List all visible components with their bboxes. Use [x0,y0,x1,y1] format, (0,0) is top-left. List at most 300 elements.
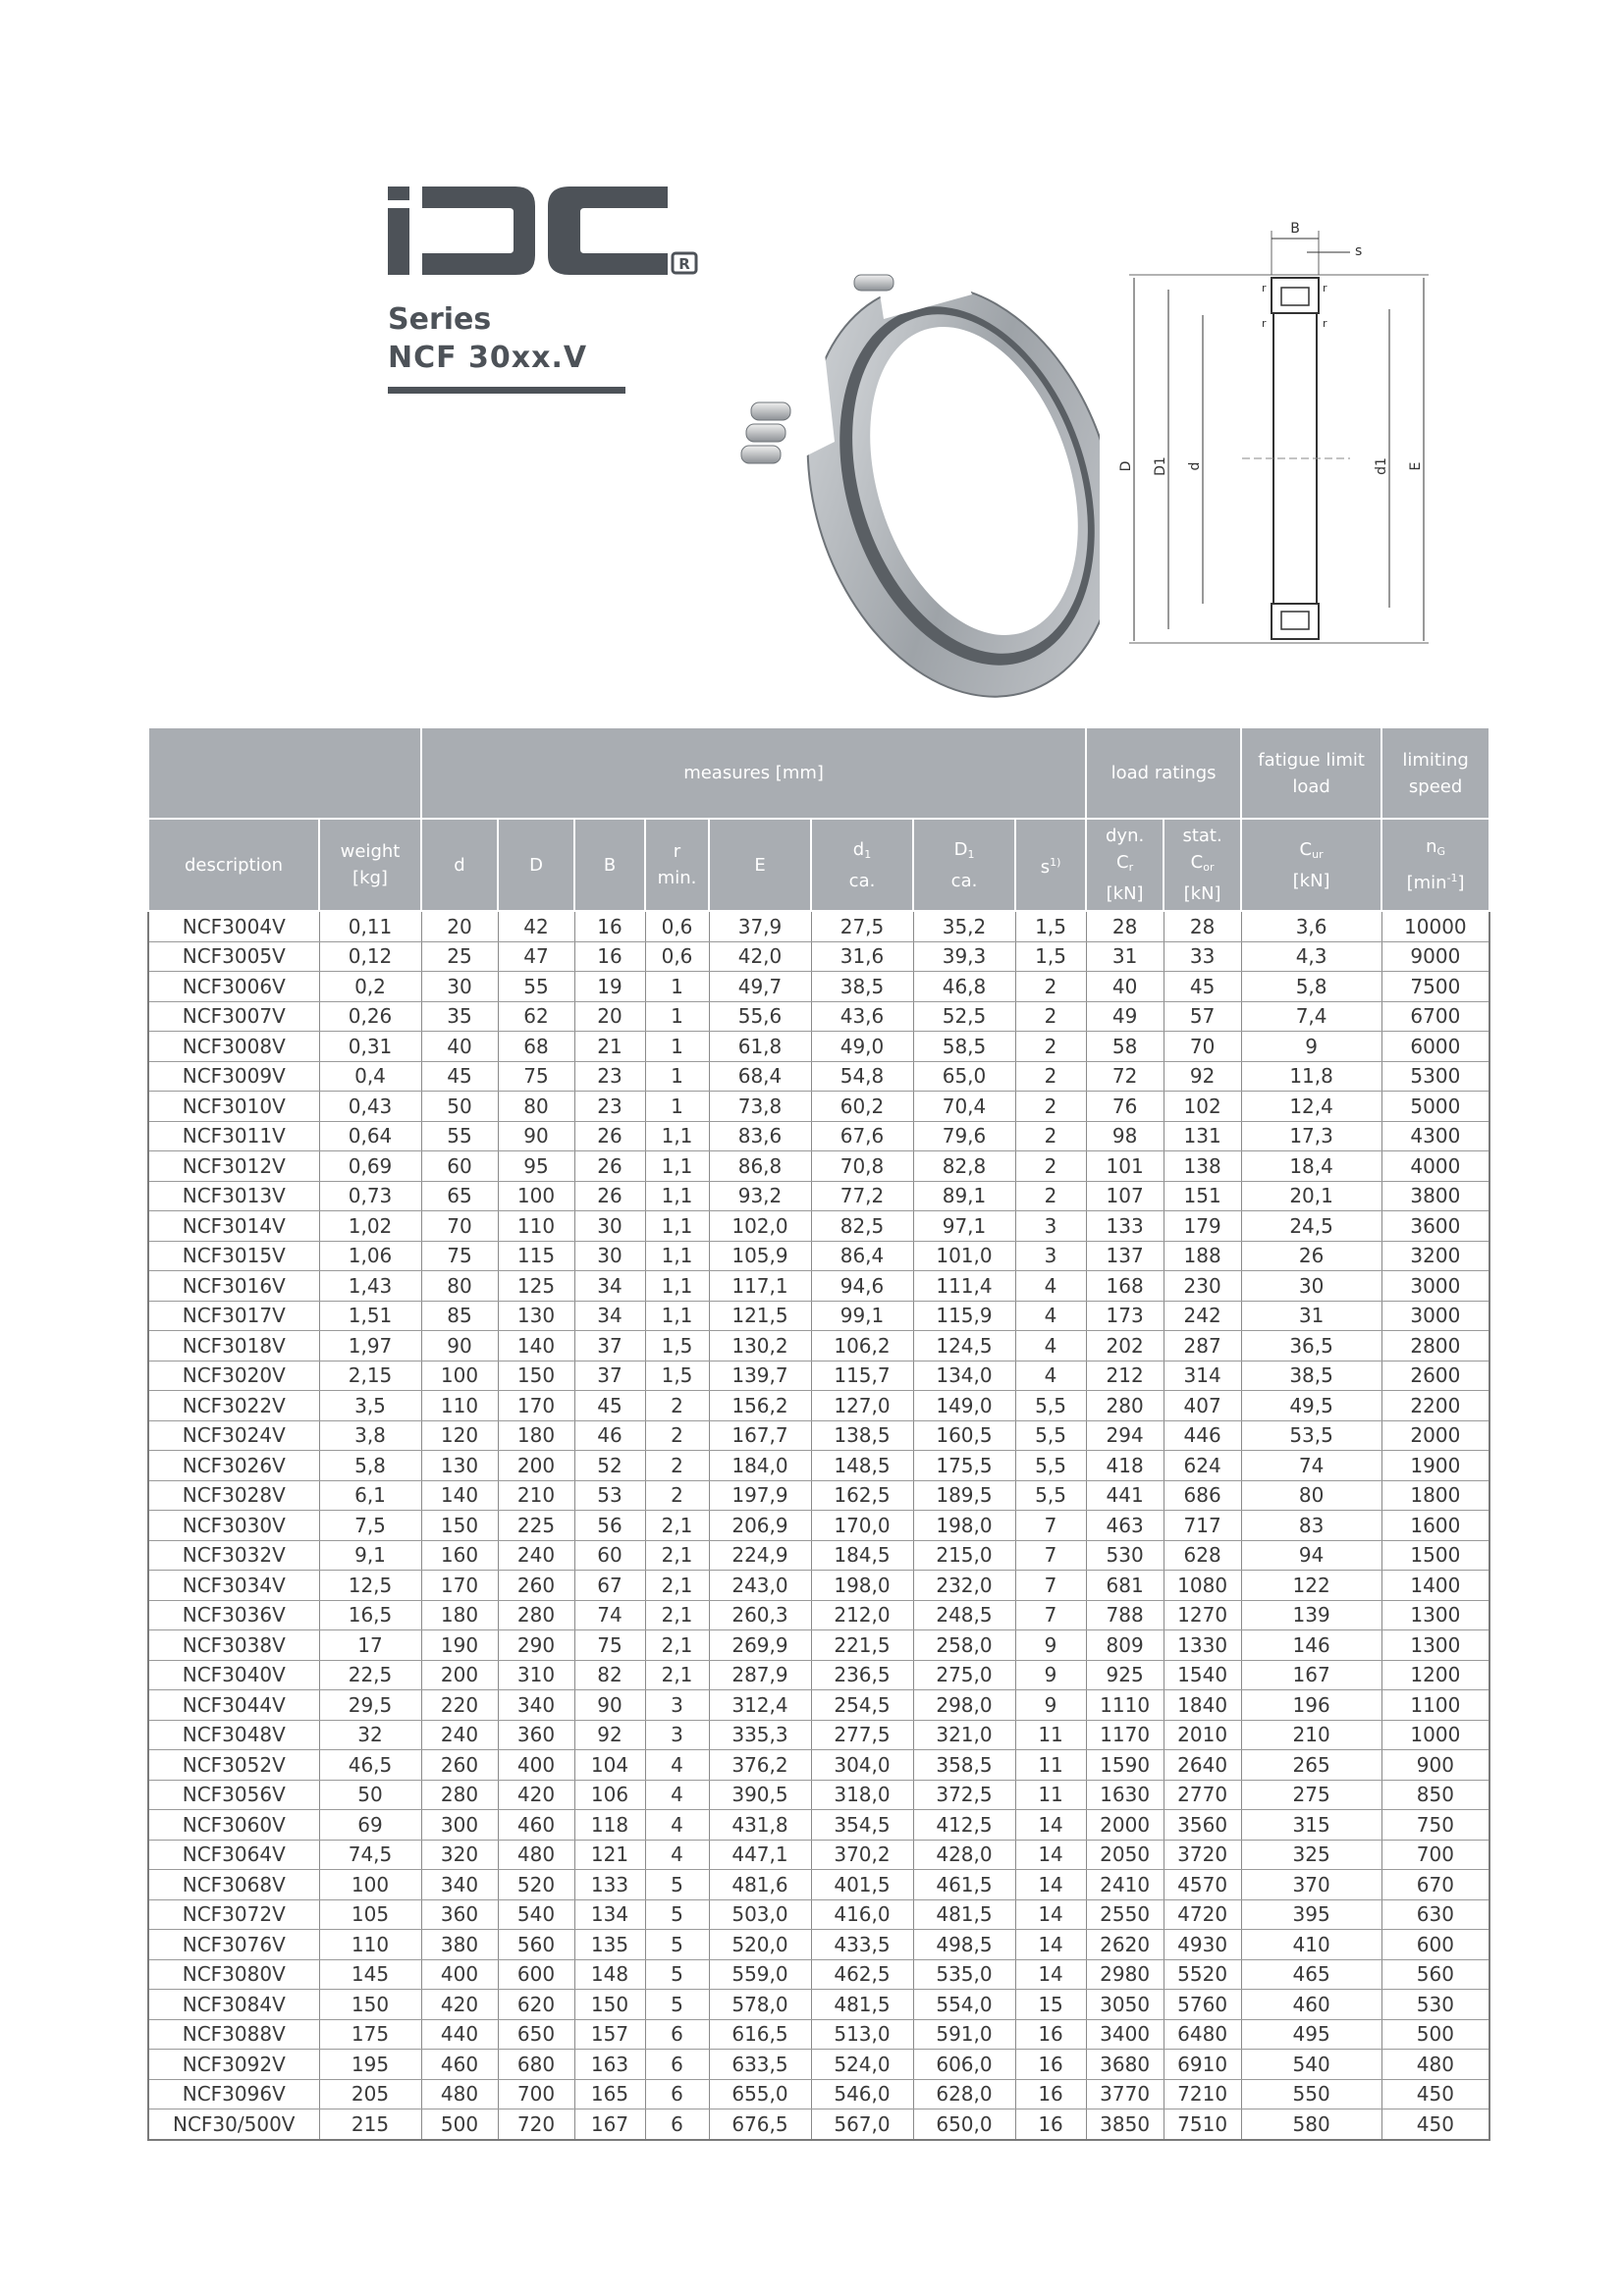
cell-stat-cor: 5760 [1164,1990,1241,2020]
idc-logo-graphic [388,187,702,294]
cell-B: 53 [574,1480,645,1511]
cell-D1: 46,8 [913,972,1015,1002]
header-limiting-line1: limiting [1402,749,1469,771]
cell-limiting-speed: 6000 [1381,1032,1489,1062]
col-dyn-sub: r [1128,861,1134,874]
cell-E: 93,2 [709,1181,811,1211]
cell-stat-cor: 230 [1164,1271,1241,1302]
cell-d: 140 [421,1480,498,1511]
cell-weight: 32 [319,1720,421,1750]
cell-fatigue-cur: 20,1 [1241,1181,1381,1211]
cell-E: 130,2 [709,1331,811,1362]
cell-D1: 535,0 [913,1959,1015,1990]
cell-s: 16 [1015,2109,1086,2140]
col-stat-sub: or [1203,861,1215,874]
cell-weight: 105 [319,1899,421,1930]
cell-D1: 650,0 [913,2109,1015,2140]
cell-d: 260 [421,1750,498,1781]
cell-s: 7 [1015,1571,1086,1601]
cell-D1: 79,6 [913,1121,1015,1151]
cell-D1: 591,0 [913,2019,1015,2050]
header-limiting-line2: speed [1408,775,1463,797]
cell-fatigue-cur: 38,5 [1241,1361,1381,1391]
cell-s: 1,5 [1015,941,1086,972]
cell-s: 3 [1015,1211,1086,1242]
cell-description: NCF3030V [148,1511,319,1541]
cell-stat-cor: 2640 [1164,1750,1241,1781]
cell-s: 15 [1015,1990,1086,2020]
col-d1-main: d [852,838,865,860]
col-D1 [913,819,1015,911]
col-ng-unit-post: ] [1457,873,1465,893]
table-row [148,1660,1489,1690]
cell-d: 40 [421,1032,498,1062]
cell-s: 16 [1015,2019,1086,2050]
col-d1-ca: ca. [848,870,876,891]
cell-d: 50 [421,1092,498,1122]
cell-D: 150 [498,1361,574,1391]
cell-B: 45 [574,1391,645,1421]
cell-description: NCF3010V [148,1092,319,1122]
cell-dyn-cr: 788 [1086,1600,1164,1630]
cell-description: NCF3036V [148,1600,319,1630]
cell-B: 30 [574,1211,645,1242]
cell-description: NCF3015V [148,1241,319,1271]
cell-D: 170 [498,1391,574,1421]
cell-E: 83,6 [709,1121,811,1151]
cell-r-min: 2,1 [645,1660,709,1690]
table-row [148,1121,1489,1151]
cell-fatigue-cur: 196 [1241,1690,1381,1721]
cell-E: 102,0 [709,1211,811,1242]
cell-weight: 0,12 [319,941,421,972]
cell-E: 269,9 [709,1630,811,1661]
cell-limiting-speed: 1200 [1381,1660,1489,1690]
cell-description: NCF3018V [148,1331,319,1362]
cell-dyn-cr: 3850 [1086,2109,1164,2140]
cell-limiting-speed: 2600 [1381,1361,1489,1391]
cell-limiting-speed: 530 [1381,1990,1489,2020]
cell-r-min: 1,1 [645,1241,709,1271]
cell-limiting-speed: 4000 [1381,1151,1489,1182]
cell-description: NCF3068V [148,1870,319,1900]
cell-stat-cor: 7210 [1164,2079,1241,2109]
cell-limiting-speed: 850 [1381,1780,1489,1810]
cell-s: 16 [1015,2079,1086,2109]
col-ng-unit-sup: -1 [1446,872,1458,884]
cell-r-min: 1 [645,972,709,1002]
cell-description: NCF3048V [148,1720,319,1750]
cell-B: 135 [574,1930,645,1960]
cell-fatigue-cur: 7,4 [1241,1001,1381,1032]
cell-limiting-speed: 1100 [1381,1690,1489,1721]
series-label: Series [388,302,492,337]
cell-dyn-cr: 418 [1086,1451,1164,1481]
cell-E: 224,9 [709,1540,811,1571]
table-row [148,1181,1489,1211]
cell-weight: 69 [319,1810,421,1841]
cell-E: 243,0 [709,1571,811,1601]
cell-D: 55 [498,972,574,1002]
cell-limiting-speed: 700 [1381,1840,1489,1870]
cell-D: 700 [498,2079,574,2109]
col-D1-main: D [953,838,968,860]
cell-fatigue-cur: 12,4 [1241,1092,1381,1122]
cell-weight: 0,2 [319,972,421,1002]
cell-weight: 0,4 [319,1061,421,1092]
cell-weight: 46,5 [319,1750,421,1781]
cell-D: 80 [498,1092,574,1122]
drawing-label-D: D [1118,460,1134,472]
cell-fatigue-cur: 94 [1241,1540,1381,1571]
cell-d1: 49,0 [811,1032,913,1062]
cell-D: 360 [498,1720,574,1750]
cell-r-min: 1,1 [645,1121,709,1151]
cell-weight: 215 [319,2109,421,2140]
cell-D1: 372,5 [913,1780,1015,1810]
col-ng-unit-pre: [min [1406,873,1447,893]
cell-weight: 0,11 [319,911,421,941]
cell-E: 676,5 [709,2109,811,2140]
col-stat [1164,819,1241,911]
cell-d: 120 [421,1420,498,1451]
cell-E: 655,0 [709,2079,811,2109]
cell-D1: 52,5 [913,1001,1015,1032]
cell-d1: 82,5 [811,1211,913,1242]
cell-weight: 1,51 [319,1301,421,1331]
table-row [148,2050,1489,2080]
cell-d1: 354,5 [811,1810,913,1841]
cell-r-min: 3 [645,1690,709,1721]
cell-B: 104 [574,1750,645,1781]
cell-d: 180 [421,1600,498,1630]
col-dyn [1086,819,1164,911]
cell-d: 280 [421,1780,498,1810]
cell-s: 9 [1015,1630,1086,1661]
cell-d1: 277,5 [811,1720,913,1750]
cell-r-min: 1,5 [645,1331,709,1362]
cell-d1: 184,5 [811,1540,913,1571]
cell-E: 578,0 [709,1990,811,2020]
cell-description: NCF3007V [148,1001,319,1032]
cell-s: 7 [1015,1511,1086,1541]
cell-D1: 124,5 [913,1331,1015,1362]
cell-B: 148 [574,1959,645,1990]
cell-stat-cor: 686 [1164,1480,1241,1511]
cell-s: 2 [1015,1032,1086,1062]
cell-B: 118 [574,1810,645,1841]
cell-description: NCF3016V [148,1271,319,1302]
cell-description: NCF3008V [148,1032,319,1062]
cell-stat-cor: 131 [1164,1121,1241,1151]
cell-stat-cor: 6910 [1164,2050,1241,2080]
header-blank [148,727,421,819]
cell-D: 460 [498,1810,574,1841]
cell-D1: 232,0 [913,1571,1015,1601]
cell-d1: 546,0 [811,2079,913,2109]
cell-B: 134 [574,1899,645,1930]
col-stat-symbol: C [1190,852,1204,873]
cell-limiting-speed: 1400 [1381,1571,1489,1601]
cell-stat-cor: 4720 [1164,1899,1241,1930]
cell-description: NCF3013V [148,1181,319,1211]
cell-d: 20 [421,911,498,941]
cell-d: 360 [421,1899,498,1930]
cell-description: NCF3064V [148,1840,319,1870]
cell-d1: 524,0 [811,2050,913,2080]
cell-stat-cor: 57 [1164,1001,1241,1032]
cell-dyn-cr: 31 [1086,941,1164,972]
cell-E: 260,3 [709,1600,811,1630]
cell-stat-cor: 138 [1164,1151,1241,1182]
cell-E: 503,0 [709,1899,811,1930]
cell-description: NCF3080V [148,1959,319,1990]
cell-dyn-cr: 72 [1086,1061,1164,1092]
cell-description: NCF3038V [148,1630,319,1661]
cell-s: 4 [1015,1361,1086,1391]
cell-d1: 370,2 [811,1840,913,1870]
cell-weight: 0,31 [319,1032,421,1062]
cell-D: 68 [498,1032,574,1062]
cell-weight: 2,15 [319,1361,421,1391]
cell-stat-cor: 188 [1164,1241,1241,1271]
drawing-label-r: r [1262,282,1267,294]
cell-s: 1,5 [1015,911,1086,941]
cell-description: NCF3020V [148,1361,319,1391]
cell-fatigue-cur: 495 [1241,2019,1381,2050]
cell-description: NCF3009V [148,1061,319,1092]
cell-stat-cor: 2010 [1164,1720,1241,1750]
drawing-label-d1: d1 [1374,457,1389,475]
cell-r-min: 1,5 [645,1361,709,1391]
cell-limiting-speed: 1500 [1381,1540,1489,1571]
cell-D1: 89,1 [913,1181,1015,1211]
cell-B: 34 [574,1271,645,1302]
col-r-label: r [673,841,681,862]
cell-s: 11 [1015,1780,1086,1810]
cell-d1: 77,2 [811,1181,913,1211]
cell-D: 200 [498,1451,574,1481]
cell-fatigue-cur: 53,5 [1241,1420,1381,1451]
cell-D: 90 [498,1121,574,1151]
cell-dyn-cr: 441 [1086,1480,1164,1511]
cell-r-min: 2 [645,1451,709,1481]
cell-B: 121 [574,1840,645,1870]
cell-fatigue-cur: 31 [1241,1301,1381,1331]
drawing-label-r-2: r [1323,282,1327,294]
cell-description: NCF3096V [148,2079,319,2109]
cell-E: 616,5 [709,2019,811,2050]
cell-limiting-speed: 9000 [1381,941,1489,972]
cell-d1: 99,1 [811,1301,913,1331]
cell-weight: 7,5 [319,1511,421,1541]
cell-D1: 428,0 [913,1840,1015,1870]
cell-stat-cor: 1540 [1164,1660,1241,1690]
cell-fatigue-cur: 9 [1241,1032,1381,1062]
table-row [148,2019,1489,2050]
cell-d: 400 [421,1959,498,1990]
cell-fatigue-cur: 18,4 [1241,1151,1381,1182]
cell-E: 68,4 [709,1061,811,1092]
cell-dyn-cr: 133 [1086,1211,1164,1242]
cell-limiting-speed: 560 [1381,1959,1489,1990]
cell-dyn-cr: 463 [1086,1511,1164,1541]
cell-E: 197,9 [709,1480,811,1511]
cell-weight: 0,69 [319,1151,421,1182]
cell-d: 190 [421,1630,498,1661]
cell-dyn-cr: 173 [1086,1301,1164,1331]
cell-fatigue-cur: 80 [1241,1480,1381,1511]
cell-description: NCF3024V [148,1420,319,1451]
table-row [148,1331,1489,1362]
cell-s: 2 [1015,1151,1086,1182]
cell-d: 65 [421,1181,498,1211]
cell-stat-cor: 407 [1164,1391,1241,1421]
cell-r-min: 1 [645,1061,709,1092]
cell-fatigue-cur: 36,5 [1241,1331,1381,1362]
cell-D1: 606,0 [913,2050,1015,2080]
table-row [148,1511,1489,1541]
cell-fatigue-cur: 275 [1241,1780,1381,1810]
cell-limiting-speed: 480 [1381,2050,1489,2080]
cell-r-min: 1,1 [645,1211,709,1242]
table-column-header-row [148,819,1489,911]
cell-limiting-speed: 2000 [1381,1420,1489,1451]
cell-D: 95 [498,1151,574,1182]
cell-D1: 215,0 [913,1540,1015,1571]
cell-D1: 412,5 [913,1810,1015,1841]
cell-limiting-speed: 500 [1381,2019,1489,2050]
cell-r-min: 2,1 [645,1511,709,1541]
header-load-ratings: load ratings [1086,727,1241,819]
cell-weight: 1,43 [319,1271,421,1302]
cell-B: 82 [574,1660,645,1690]
cell-s: 14 [1015,1959,1086,1990]
cell-d1: 416,0 [811,1899,913,1930]
cell-D: 280 [498,1600,574,1630]
cell-D1: 628,0 [913,2079,1015,2109]
cell-D1: 149,0 [913,1391,1015,1421]
cell-E: 61,8 [709,1032,811,1062]
cell-limiting-speed: 900 [1381,1750,1489,1781]
cell-d1: 462,5 [811,1959,913,1990]
cell-stat-cor: 2770 [1164,1780,1241,1810]
cell-r-min: 1 [645,1001,709,1032]
cell-dyn-cr: 98 [1086,1121,1164,1151]
cell-weight: 1,97 [319,1331,421,1362]
cell-d: 80 [421,1271,498,1302]
drawing-label-s: s [1355,243,1363,259]
cell-s: 3 [1015,1241,1086,1271]
cell-dyn-cr: 1630 [1086,1780,1164,1810]
cell-stat-cor: 28 [1164,911,1241,941]
table-row [148,1032,1489,1062]
cell-limiting-speed: 3000 [1381,1301,1489,1331]
cell-s: 2 [1015,1121,1086,1151]
cell-weight: 3,8 [319,1420,421,1451]
cell-weight: 12,5 [319,1571,421,1601]
cell-dyn-cr: 1170 [1086,1720,1164,1750]
cell-D: 130 [498,1301,574,1331]
cell-D1: 175,5 [913,1451,1015,1481]
cell-description: NCF3006V [148,972,319,1002]
cell-s: 4 [1015,1271,1086,1302]
cell-D: 125 [498,1271,574,1302]
cell-weight: 0,64 [319,1121,421,1151]
table-row [148,1451,1489,1481]
cell-D: 310 [498,1660,574,1690]
cell-weight: 0,73 [319,1181,421,1211]
cell-weight: 145 [319,1959,421,1990]
col-dyn-unit: [kN] [1106,883,1144,904]
cell-r-min: 2 [645,1420,709,1451]
cell-D1: 498,5 [913,1930,1015,1960]
cell-fatigue-cur: 146 [1241,1630,1381,1661]
series-name: NCF 30xx.V [388,341,588,375]
cell-E: 42,0 [709,941,811,972]
cell-stat-cor: 4930 [1164,1930,1241,1960]
cell-d1: 433,5 [811,1930,913,1960]
cell-B: 167 [574,2109,645,2140]
table-row [148,1301,1489,1331]
cell-D1: 134,0 [913,1361,1015,1391]
cell-d: 150 [421,1511,498,1541]
cell-D1: 258,0 [913,1630,1015,1661]
cell-d1: 236,5 [811,1660,913,1690]
cell-limiting-speed: 5000 [1381,1092,1489,1122]
cell-dyn-cr: 137 [1086,1241,1164,1271]
cell-weight: 9,1 [319,1540,421,1571]
cell-B: 67 [574,1571,645,1601]
cell-D1: 97,1 [913,1211,1015,1242]
cell-d: 300 [421,1810,498,1841]
cell-fatigue-cur: 465 [1241,1959,1381,1990]
table-row [148,1540,1489,1571]
cell-r-min: 1,1 [645,1181,709,1211]
cell-E: 520,0 [709,1930,811,1960]
cell-B: 157 [574,2019,645,2050]
header-fatigue-line1: fatigue limit [1258,749,1365,771]
cell-D: 100 [498,1181,574,1211]
cell-weight: 17 [319,1630,421,1661]
cell-d1: 38,5 [811,972,913,1002]
table-row [148,1001,1489,1032]
table-group-header-row [148,727,1489,819]
cell-description: NCF30/500V [148,2109,319,2140]
cell-stat-cor: 7510 [1164,2109,1241,2140]
cell-r-min: 1 [645,1032,709,1062]
cell-stat-cor: 624 [1164,1451,1241,1481]
cell-B: 150 [574,1990,645,2020]
cell-d1: 170,0 [811,1511,913,1541]
col-E: E [709,819,811,911]
cell-fatigue-cur: 167 [1241,1660,1381,1690]
cell-description: NCF3072V [148,1899,319,1930]
cell-s: 2 [1015,1061,1086,1092]
cell-s: 14 [1015,1930,1086,1960]
cell-limiting-speed: 4300 [1381,1121,1489,1151]
cell-E: 447,1 [709,1840,811,1870]
cell-r-min: 2 [645,1391,709,1421]
cell-description: NCF3005V [148,941,319,972]
header-fatigue-line2: load [1292,775,1330,797]
cell-fatigue-cur: 210 [1241,1720,1381,1750]
cell-weight: 100 [319,1870,421,1900]
cell-d1: 70,8 [811,1151,913,1182]
col-ng-symbol: n [1426,836,1437,857]
table-body [148,911,1489,2140]
cell-fatigue-cur: 550 [1241,2079,1381,2109]
